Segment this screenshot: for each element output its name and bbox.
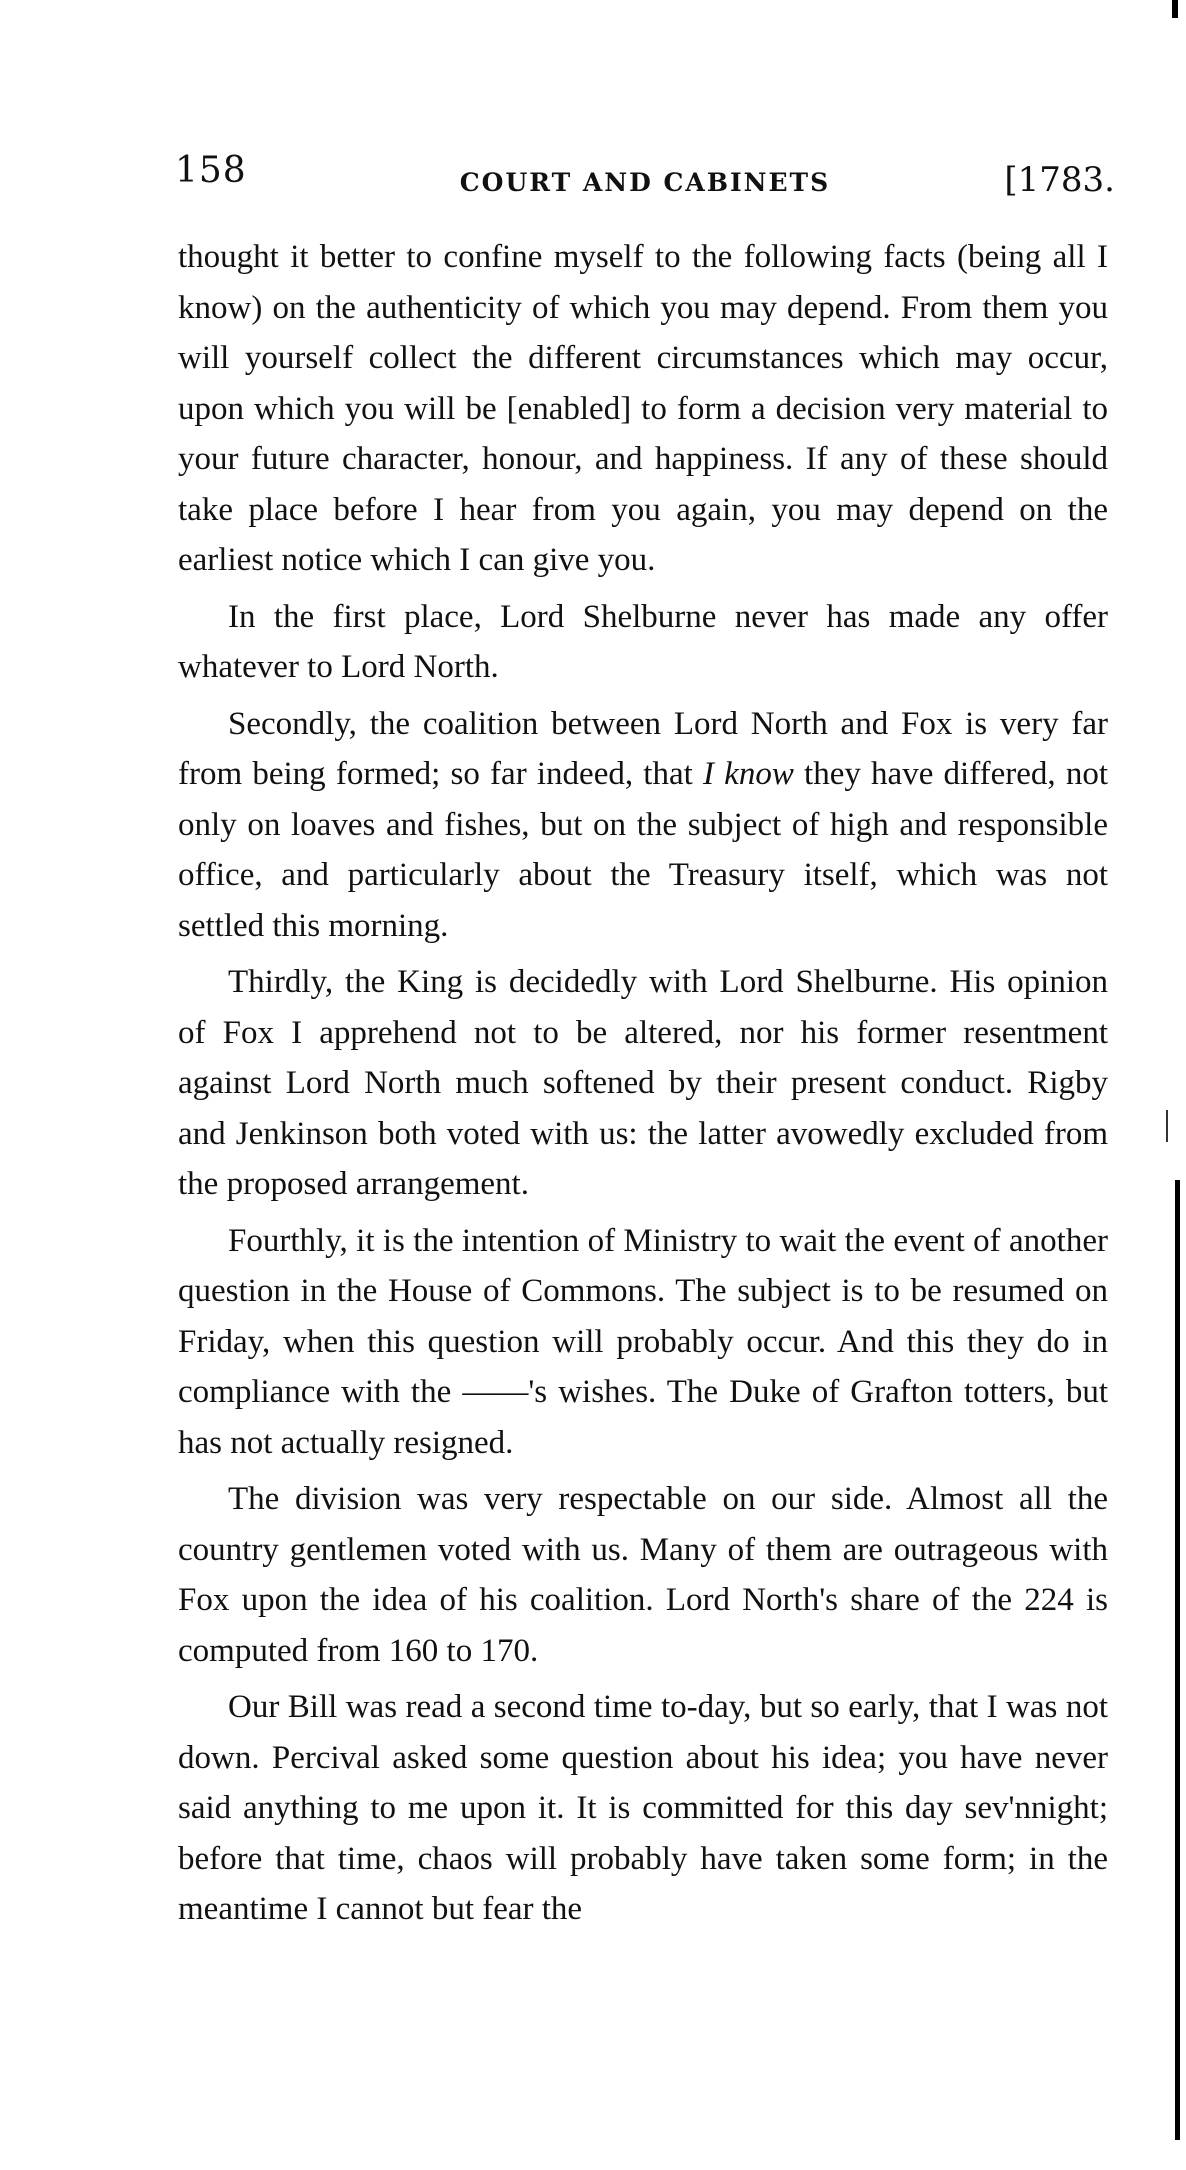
paragraph: Thirdly, the King is decidedly with Lord Shelburne. His opinion of Fox I apprehend not to be altered, nor his former resentment against Lord North much softened by their present conduct. Rigby and Jenkinson both voted with us: the latter avowedly excluded from the proposed arrangement.	[178, 964, 1108, 1202]
paragraph: The division was very respectable on our side. Almost all the country gentlemen voted with us. Many of them are outrageous with Fox upon the idea of his coalition. Lord North's share of the 224 is computed from 160 to 170.	[178, 1481, 1108, 1669]
running-title: COURT AND CABINETS	[459, 168, 831, 197]
running-head	[175, 150, 1115, 210]
year-label: [1783.	[1004, 160, 1115, 200]
paragraph-text: they have differed, not only on loaves and fishes, but on the subject of high and responsible office, and particularly about the Treasury itself, which was not settled this morning.	[178, 756, 1108, 944]
paragraph	[178, 699, 1108, 952]
paragraph: In the first place, Lord Shelburne never has made any offer whatever to Lord North.	[178, 598, 1108, 685]
emphasis-text: I know	[702, 756, 794, 792]
paragraph-text: Secondly, the coalition between Lord North and Fox is very far from being formed; so far indeed, that	[178, 705, 1108, 792]
scan-edge-mark	[1172, 0, 1178, 18]
paragraph-continued: thought it better to confine myself to the following facts (being all I know) on the authenticity of which you may depend. From them you will yourself collect the different circumstances which may occur, upon which you will be [enabled] to form a decision very material to your future character, honour, and happiness. If any of these should take place before I hear from you again, you may depend on the earliest notice which I can give you.	[178, 239, 1108, 578]
scan-edge-bar	[1175, 1180, 1180, 2140]
page-number: 158	[175, 150, 247, 191]
paragraph: Fourthly, it is the intention of Ministry to wait the event of another question in the House of Commons. The subject is to be resumed on Friday, when this question will probably occur. And this they do in compliance with the ——'s wishes. The Duke of Grafton totters, but has not actually resigned.	[178, 1222, 1108, 1461]
paragraph: Our Bill was read a second time to-day, but so early, that I was not down. Percival asked some question about his idea; you have never said anything to me upon it. It is committed for this day sev'nnight; before that time, chaos will probably have taken some form; in the meantime I cannot but fear the	[178, 1689, 1108, 1927]
body-text	[178, 232, 1108, 1941]
scan-edge-tick	[1166, 1110, 1168, 1142]
